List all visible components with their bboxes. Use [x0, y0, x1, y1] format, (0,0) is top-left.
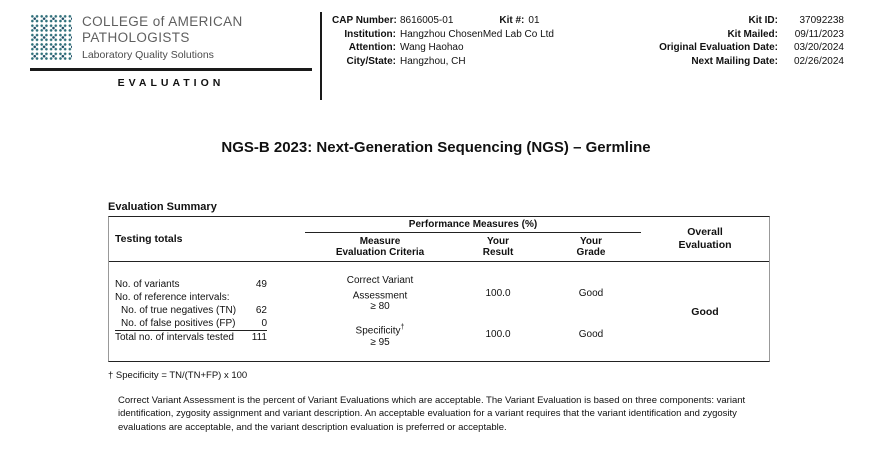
attention-label: Attention: — [348, 42, 396, 53]
kit-info-left — [332, 12, 594, 68]
original-eval-date-row — [659, 41, 844, 55]
attention-row — [332, 41, 594, 55]
measure-result: 100.0 — [485, 329, 511, 341]
table-body — [109, 262, 769, 361]
header-divider — [320, 12, 322, 100]
next-mailing-date-row — [659, 55, 844, 69]
measure-footnote-marker: † — [400, 323, 405, 331]
performance-subheaders — [305, 233, 641, 261]
measure-criteria: ≥ 95 — [370, 336, 390, 348]
cap-number-label: CAP Number: — [332, 15, 397, 26]
cap-number-value: 8616005-01 — [400, 15, 454, 26]
measure-header-line1: Measure — [359, 236, 401, 247]
measure-name: Correct Variant Assessment — [346, 275, 414, 301]
cap-number-row — [332, 14, 594, 28]
summary-heading: Evaluation Summary — [108, 201, 217, 213]
kit-info-right — [659, 12, 844, 68]
next-mailing-date-label: Next Mailing Date: — [691, 55, 778, 67]
col-your-grade — [541, 236, 641, 258]
grade-header-line1: Your — [579, 236, 603, 247]
measure-result: 100.0 — [485, 288, 511, 300]
institution-label: Institution: — [344, 28, 396, 40]
total-row-false-positives: No. of false positives (FP) 0 — [115, 317, 267, 331]
document-header — [30, 12, 844, 100]
grade-header-line2: Grade — [576, 247, 606, 258]
result-header-line1: Your — [486, 236, 510, 247]
org-name — [82, 14, 243, 46]
measure-grade: Good — [578, 288, 604, 300]
total-row-reference-intervals: No. of reference intervals: — [115, 292, 230, 303]
org-identity — [82, 12, 243, 61]
city-state-row — [332, 55, 594, 69]
col-testing-totals — [109, 217, 305, 261]
kit-id-label: Kit ID: — [748, 15, 778, 26]
evaluation-table — [108, 216, 770, 362]
measures-cell — [305, 262, 641, 361]
kit-id-row — [659, 14, 844, 28]
next-mailing-date-value: 02/26/2024 — [793, 55, 844, 67]
brand-block — [30, 12, 312, 89]
kit-number-value: 01 — [528, 15, 540, 26]
original-eval-date-label: Original Evaluation Date: — [659, 42, 778, 53]
total-row-true-negatives: No. of true negatives (TN) 62 — [121, 305, 267, 316]
performance-measures-header: Performance Measures (%) — [305, 217, 641, 233]
overall-header-line1: Overall — [687, 225, 723, 238]
overall-header-line2: Evaluation — [678, 239, 732, 251]
measure-row-specificity — [305, 322, 641, 348]
assessment-description: Correct Variant Assessment is the percent of Variant Evaluations which are acceptable. The Variant Evaluation is based on three components: variant identification, zygosity assignment and variant description. An acceptable evaluation for a variant requires that the variant identification and zygosity evaluations are acceptable, and the variant description evaluation is preferred or acceptable. — [118, 395, 746, 433]
col-overall-evaluation — [641, 217, 769, 261]
org-name-line1: COLLEGE of AMERICAN — [82, 14, 243, 29]
kit-id-value: 37092238 — [799, 15, 844, 26]
header-rule — [30, 68, 312, 71]
org-name-line2: PATHOLOGISTS — [82, 29, 190, 45]
col-performance-measures — [305, 217, 641, 261]
result-header-line2: Result — [482, 247, 514, 258]
measure-name-cell — [305, 275, 455, 313]
section-label: EVALUATION — [117, 76, 225, 89]
institution-row — [332, 28, 594, 42]
kit-mailed-label: Kit Mailed: — [727, 28, 778, 40]
testing-totals-header: Testing totals — [115, 233, 183, 245]
city-state-value: Hangzhou, CH — [400, 55, 466, 67]
overall-evaluation-cell: Good — [691, 305, 719, 318]
attention-value: Wang Haohao — [400, 42, 464, 53]
table-header — [109, 217, 769, 262]
specificity-footnote: † Specificity = TN/(TN+FP) x 100 — [108, 370, 248, 381]
col-measure-criteria — [305, 236, 455, 258]
kit-number-label: Kit #: — [499, 15, 525, 26]
measure-grade: Good — [578, 329, 604, 341]
measure-name: Specificity — [355, 325, 401, 337]
org-tagline: Laboratory Quality Solutions — [82, 48, 214, 61]
kit-mailed-row — [659, 28, 844, 42]
cap-logo-icon — [30, 14, 72, 61]
city-state-label: City/State: — [346, 55, 396, 67]
measure-name-cell — [305, 322, 455, 348]
testing-totals-cell — [109, 262, 305, 361]
page-title: NGS-B 2023: Next-Generation Sequencing (NGS) – Germline — [221, 139, 651, 156]
measure-header-line2: Evaluation Criteria — [335, 247, 425, 258]
institution-value: Hangzhou ChosenMed Lab Co Ltd — [400, 28, 554, 40]
total-row-variants: No. of variants 49 — [115, 279, 267, 290]
col-your-result — [455, 236, 541, 258]
original-eval-date-value: 03/20/2024 — [793, 42, 844, 53]
evaluation-summary-section — [108, 201, 770, 434]
measure-criteria: ≥ 80 — [370, 301, 390, 313]
total-row-intervals-tested: Total no. of intervals tested 111 — [115, 332, 267, 343]
kit-mailed-value: 09/11/2023 — [794, 28, 844, 40]
measure-row-correct-variant — [305, 275, 641, 313]
